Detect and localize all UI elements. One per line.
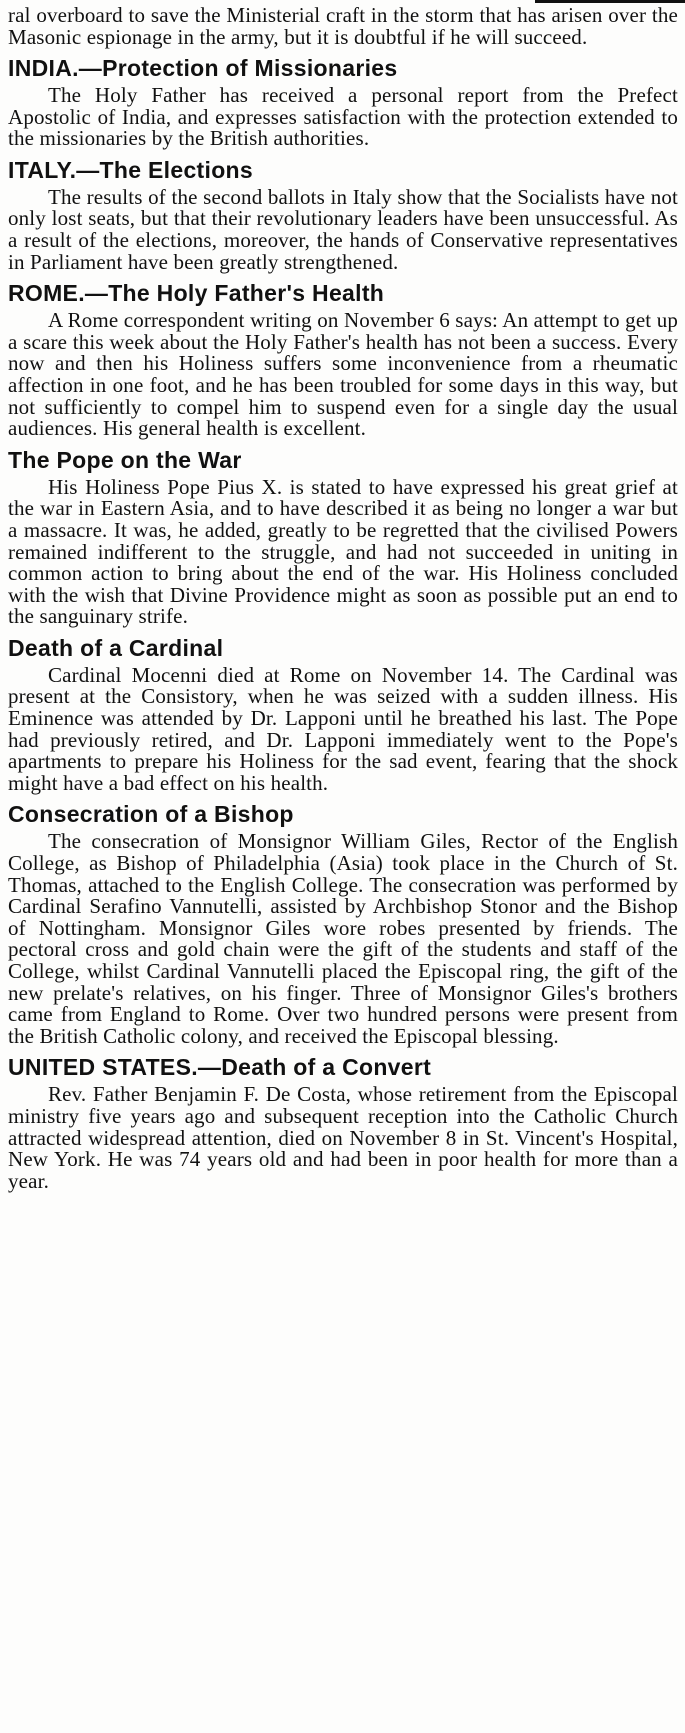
article-pope-war <box>8 446 678 628</box>
article-heading: ROME.—The Holy Father's Health <box>8 280 385 307</box>
article-cardinal <box>8 634 678 795</box>
article-india <box>8 54 678 150</box>
article-body: The consecration of Monsignor William Giles, Rector of the English College, as Bishop of Philadelphia (Asia) took place in the Church of St. Thomas, attached to the English College. The consecration was performed by Cardinal Serafino Vannutelli, assisted by Archbishop Stonor and the Bishop of Nottingham. Monsignor Giles wore robes presented by friends. The pectoral cross and gold chain were the gift of the students and staff of the College, whilst Cardinal Vannutelli placed the Episcopal ring, the gift of the new prelate's relatives, on his finger. Three of Monsignor Giles's brothers came from England to Rome. Over two hundred persons were present from the British Catholic colony, and received the Episcopal blessing. <box>8 829 678 1048</box>
article-body: A Rome correspondent writing on November 6 says: An attempt to get up a scare this week about the Holy Father's health has not been a success. Every now and then his Holiness suffers some inconvenience from a rheumatic affection in one foot, and he has been troubled for some days in this way, but not sufficiently to compel him to suspend even for a single day the usual audiences. His general health is excellent. <box>8 308 678 441</box>
article-body: The results of the second ballots in Italy show that the Socialists have not only lost seats, but that their revolutionary leaders have been unsuccessful. As a result of the elections, moreover, the hands of Conservative representatives in Parliament have been greatly strengthened. <box>8 184 678 274</box>
article-united-states <box>8 1053 678 1192</box>
article-heading: UNITED STATES.—Death of a Convert <box>8 1054 432 1081</box>
article-body: The Holy Father has received a personal report from the Prefect Apostolic of India, and expresses satisfaction with the protection extended to the missionaries by the British authorities. <box>8 83 678 151</box>
article-heading: The Pope on the War <box>8 446 242 473</box>
continued-paragraph: ral overboard to save the Ministerial craft in the storm that has arisen over the Masonic espionage in the army, but it is doubtful if he will succeed. <box>8 3 678 49</box>
article-heading: Consecration of a Bishop <box>8 801 294 828</box>
article-heading: ITALY.—The Elections <box>8 156 253 183</box>
article-italy <box>8 156 678 273</box>
article-heading: INDIA.—Protection of Missionaries <box>8 55 398 81</box>
article-body: Cardinal Mocenni died at Rome on November 14. The Cardinal was present at the Consistory, when he was seized with a sudden illness. His Eminence was attended by Dr. Lapponi until he breathed his last. The Pope had previously retired, and Dr. Lapponi immediately went to the Pope's apartments to prepare his Holiness for the sad event, fearing that the shock might have a bad effect on his health. <box>8 662 678 795</box>
article-rome <box>8 279 678 440</box>
article-bishop <box>8 800 678 1047</box>
article-body: His Holiness Pope Pius X. is stated to have expressed his great grief at the war in Eastern Asia, and to have described it as being no longer a war but a massacre. It was, he added, greatly to be regretted that the civilised Powers remained indifferent to the struggle, and had not succeeded in uniting in common action to bring about the end of the war. His Holiness concluded with the wish that Divine Providence might as soon as possible put an end to the sanguinary strife. <box>8 474 678 629</box>
article-heading: Death of a Cardinal <box>8 634 224 661</box>
article-body: Rev. Father Benjamin F. De Costa, whose retirement from the Episcopal ministry five years ago and subsequent reception into the Catholic Church attracted widespread attention, died on November 8 in St. Vincent's Hospital, New York. He was 74 years old and had been in poor health for more than a year. <box>8 1082 678 1193</box>
news-column <box>8 4 678 1198</box>
